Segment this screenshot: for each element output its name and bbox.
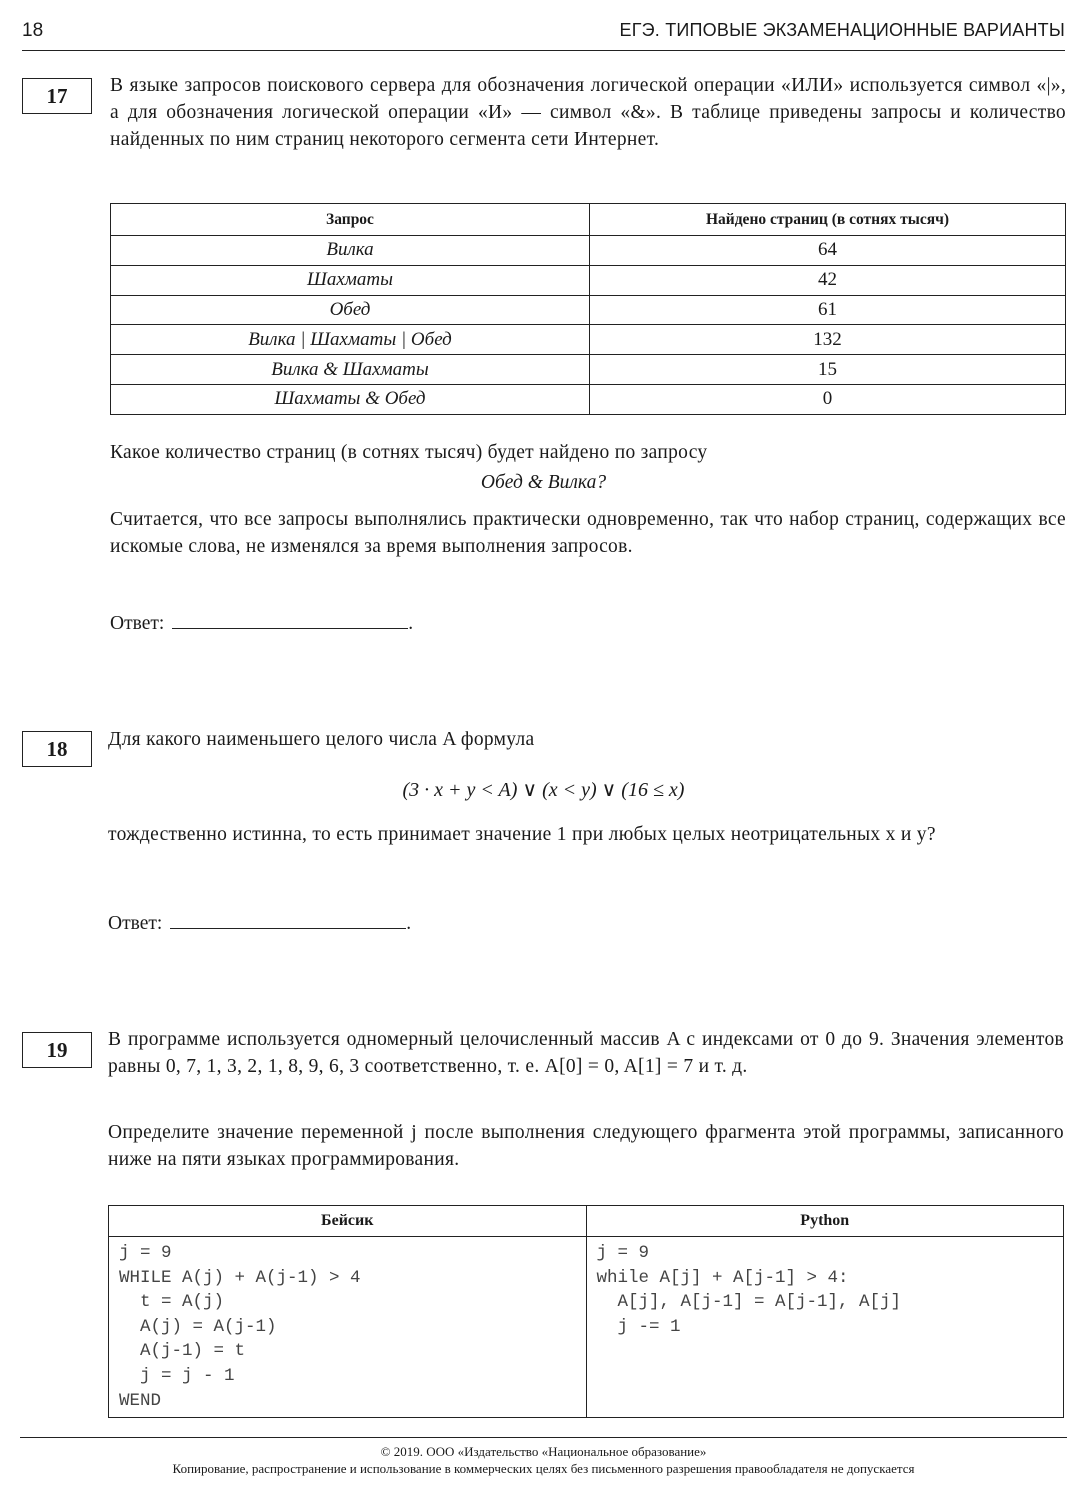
code-line: j = 9: [596, 1243, 650, 1263]
task-17-answer: [110, 610, 413, 635]
code-line: j = j - 1: [119, 1365, 235, 1386]
query-cell: Шахматы & Обед: [111, 384, 590, 414]
footer-copyright: © 2019. ООО «Издательство «Национальное образование»: [380, 1444, 707, 1459]
count-cell: 64: [590, 236, 1066, 266]
column-header-python: Python: [586, 1206, 1064, 1237]
code-line: WEND: [119, 1390, 162, 1411]
query-table-header: [111, 204, 1066, 236]
task-18-question: Для какого наименьшего целого числа A формула: [108, 729, 535, 750]
code-line: A(j-1) = t: [119, 1341, 246, 1362]
table-row: [111, 355, 1066, 385]
table-row: [111, 325, 1066, 355]
query-cell: Шахматы: [111, 265, 590, 295]
count-cell: 61: [590, 295, 1066, 325]
task-19-intro: В программе используется одномерный целочисленный массив A с индексами от 0 до 9. Значения элементов равны 0, 7, 1, 3, 2, 1, 8, 9, 6, 3 соответственно, т. е. A[0] = 0, A[1] = 7 и т. д.: [108, 1029, 1064, 1077]
basic-code-cell: [109, 1237, 587, 1418]
count-cell: 15: [590, 355, 1066, 385]
query-table: [110, 203, 1066, 415]
answer-end: .: [406, 913, 412, 934]
task-17-intro: В языке запросов поискового сервера для обозначения логической операции «ИЛИ» используется символ «|», а для обозначения логической операции «И» — символ «&». В таблице приведены запросы и количество найденных по ним страниц некоторого сегмента сети Интернет.: [110, 75, 1066, 150]
column-header-query: Запрос: [111, 204, 590, 236]
code-line: j -= 1: [596, 1316, 681, 1337]
table-row: [111, 295, 1066, 325]
footer-disclaimer: Копирование, распространение и использование в коммерческих целях без письменного разрешения правообладателя не допускается: [172, 1461, 915, 1476]
task-17-number: 17: [22, 78, 92, 114]
answer-field[interactable]: [172, 610, 408, 629]
code-line: A[j], A[j-1] = A[j-1], A[j]: [596, 1292, 902, 1313]
count-cell: 0: [590, 384, 1066, 414]
answer-label: Ответ:: [110, 613, 165, 634]
table-row: [111, 265, 1066, 295]
code-line: t = A(j): [119, 1292, 225, 1313]
query-cell: Вилка: [111, 236, 590, 266]
page-header: [22, 14, 1065, 51]
task-17-target-query: Обед & Вилка?: [480, 472, 607, 493]
column-header-count: Найдено страниц (в сотнях тысяч): [590, 204, 1066, 236]
task-18-formula: (3 · x + y < A) ∨ (x < y) ∨ (16 ≤ x): [402, 779, 685, 801]
table-row: [111, 236, 1066, 266]
task-18-text: тождественно истинна, то есть принимает значение 1 при любых целых неотрицательных x и y?: [108, 824, 936, 845]
task-18-answer: [108, 910, 411, 935]
table-row: [111, 384, 1066, 414]
query-cell: Обед: [111, 295, 590, 325]
code-row: [109, 1237, 1064, 1418]
task-19-question: Определите значение переменной j после выполнения следующего фрагмента этой программы, записанного ниже на пяти языках программирования.: [108, 1122, 1064, 1170]
code-line: while A[j] + A[j-1] > 4:: [596, 1267, 849, 1288]
task-17-question: Какое количество страниц (в сотнях тысяч) будет найдено по запросу: [110, 442, 708, 463]
query-cell: Вилка | Шахматы | Обед: [111, 325, 590, 355]
code-line: A(j) = A(j-1): [119, 1316, 277, 1337]
answer-end: .: [408, 613, 414, 634]
code-line: WHILE A(j) + A(j-1) > 4: [119, 1267, 361, 1288]
answer-field[interactable]: [170, 910, 406, 929]
python-code-cell: [586, 1237, 1064, 1418]
task-18-number: 18: [22, 731, 92, 767]
footer-divider: [20, 1437, 1067, 1438]
code-table: [108, 1205, 1064, 1418]
count-cell: 42: [590, 265, 1066, 295]
column-header-basic: Бейсик: [109, 1206, 587, 1237]
task-17-note: Считается, что все запросы выполнялись практически одновременно, так что набор страниц, содержащих все искомые слова, не изменялся за время выполнения запросов.: [110, 509, 1066, 557]
answer-label: Ответ:: [108, 913, 163, 934]
page-number: 18: [22, 20, 44, 41]
code-table-header: [109, 1206, 1064, 1237]
query-cell: Вилка & Шахматы: [111, 355, 590, 385]
header-title: ЕГЭ. ТИПОВЫЕ ЭКЗАМЕНАЦИОННЫЕ ВАРИАНТЫ: [619, 20, 1065, 40]
code-line: j = 9: [119, 1243, 172, 1263]
task-19-number: 19: [22, 1032, 92, 1068]
count-cell: 132: [590, 325, 1066, 355]
